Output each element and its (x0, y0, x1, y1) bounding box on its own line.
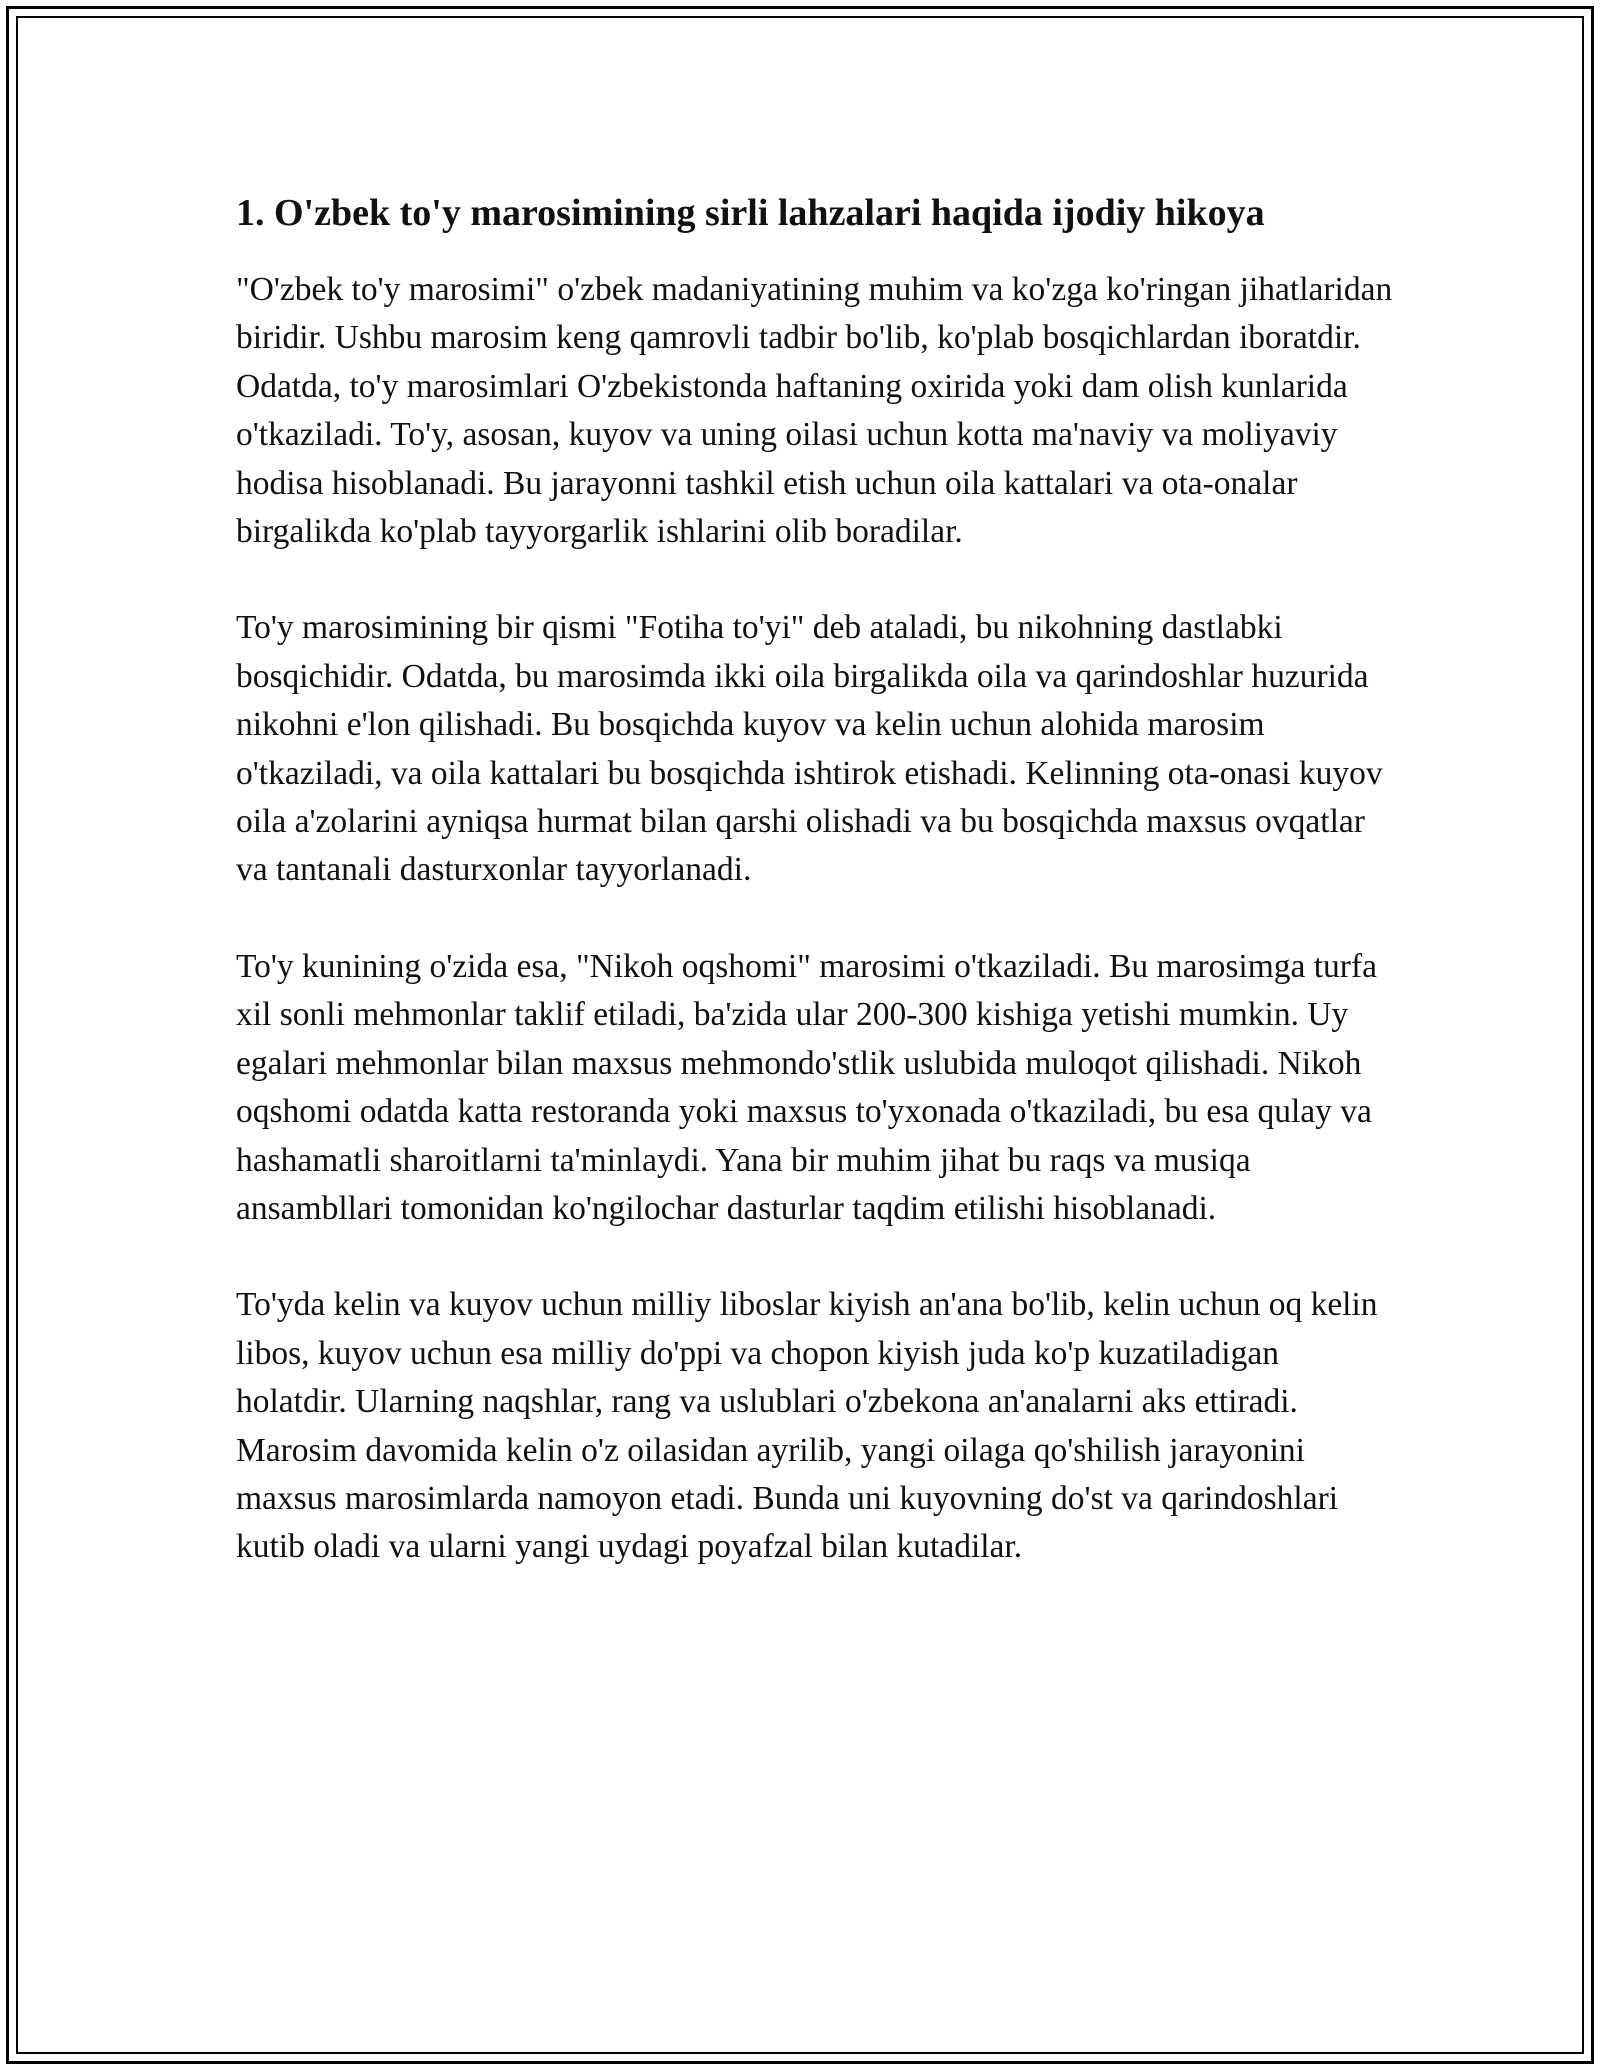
paragraph-nikoh: To'y kunining o'zida esa, "Nikoh oqshomi" marosimi o'tkaziladi. Bu marosimga turfa xil sonli mehmonlar taklif etiladi, ba'zida ular 200-300 kishiga yetishi mumkin. Uy egalari mehmonlar bilan maxsus mehmondo'stlik uslubida muloqot qilishadi. Nikoh oqshomi odatda katta restoranda yoki maxsus to'yxonada o'tkaziladi, bu esa qulay va hashamatli sharoitlarni ta'minlaydi. Yana bir muhim jihat bu raqs va musiqa ansambllari tomonidan ko'ngilochar dasturlar taqdim etilishi hisoblanadi. (236, 947, 1377, 1227)
document-title: 1. O'zbek to'y marosimining sirli lahzalari haqida ijodiy hikoya (236, 192, 1265, 234)
paragraph-intro: "O'zbek to'y marosimi" o'zbek madaniyatining muhim va ko'zga ko'ringan jihatlaridan biridir. Ushbu marosim keng qamrovli tadbir bo'lib, ko'plab bosqichlardan iboratdir. Odatda, to'y marosimlari O'zbekistonda haftaning oxirida yoki dam olish kunlarida o'tkaziladi. To'y, asosan, kuyov va uning oilasi uchun kotta ma'naviy va moliyaviy hodisa hisoblanadi. Bu jarayonni tashkil etish uchun oila kattalari va ota-onalar birgalikda ko'plab tayyorgarlik ishlarini olib boradilar. (236, 271, 1393, 551)
paragraph-fotiha: To'y marosimining bir qismi "Fotiha to'yi" deb ataladi, bu nikohning dastlabki bosqichidir. Odatda, bu marosimda ikki oila birgalikda oila va qarindoshlar huzurida nikohni e'lon qilishadi. Bu bosqichda kuyov va kelin uchun alohida marosim o'tkaziladi, va oila kattalari bu bosqichda ishtirok etishadi. Kelinning ota-onasi kuyov oila a'zolarini ayniqsa hurmat bilan qarshi olishadi va bu bosqichda maxsus ovqatlar va tantanali dasturxonlar tayyorlanadi. (236, 609, 1383, 889)
document-body (236, 186, 1396, 1620)
paragraph-libos: To'yda kelin va kuyov uchun milliy liboslar kiyish an'ana bo'lib, kelin uchun oq kelin libos, kuyov uchun esa milliy do'ppi va chopon kiyish juda ko'p kuzatiladigan holatdir. Ularning naqshlar, rang va uslublari o'zbekona an'analarni aks ettiradi. Marosim davomida kelin o'z oilasidan ayrilib, yangi oilaga qo'shilish jarayonini maxsus marosimlarda namoyon etadi. Bunda uni kuyovning do'st va qarindoshlari kutib oladi va ularni yangi uydagi poyafzal bilan kutadilar. (236, 1286, 1378, 1566)
